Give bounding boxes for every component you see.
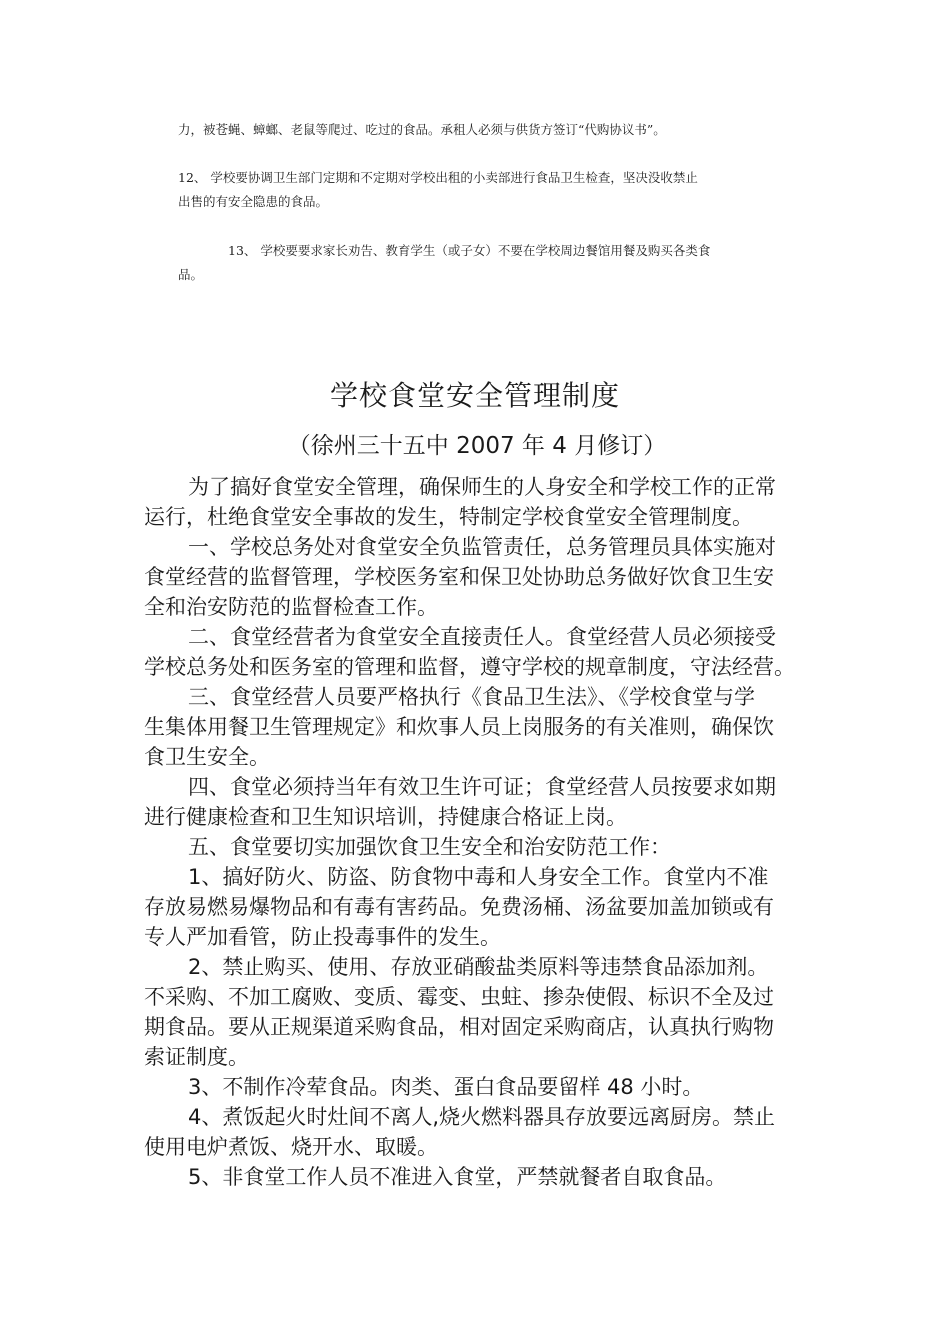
body-line: 食卫生安全。 [144, 745, 270, 769]
body-line: 1、搞好防火、防盗、防食物中毒和人身安全工作。食堂内不准 [188, 865, 769, 889]
item-13-line-1: 13、 学校要要求家长劝告、教育学生（或子女）不要在学校周边餐馆用餐及购买各类食 [228, 243, 711, 258]
body-line: 专人严加看管，防止投毒事件的发生。 [144, 925, 501, 949]
body-line: 3、不制作冷荤食品。肉类、蛋白食品要留样 48 小时。 [188, 1075, 704, 1099]
body-line: 为了搞好食堂安全管理，确保师生的人身安全和学校工作的正常 [188, 475, 776, 499]
body-line: 食堂经营的监督管理，学校医务室和保卫处协助总务做好饮食卫生安 [144, 565, 774, 589]
body-line: 三、食堂经营人员要严格执行《食品卫生法》、《学校食堂与学 [188, 685, 755, 709]
body-line: 进行健康检查和卫生知识培训，持健康合格证上岗。 [144, 805, 627, 829]
body-line: 一、学校总务处对食堂安全负监管责任，总务管理员具体实施对 [188, 535, 776, 559]
item-12-line-1: 12、 学校要协调卫生部门定期和不定期对学校出租的小卖部进行食品卫生检查，坚决没收禁止 [178, 170, 698, 185]
body-line: 索证制度。 [144, 1045, 249, 1069]
body-line: 学校总务处和医务室的管理和监督，遵守学校的规章制度，守法经营。 [144, 655, 795, 679]
body-line: 四、食堂必须持当年有效卫生许可证；食堂经营人员按要求如期 [188, 775, 776, 799]
document-body [144, 472, 808, 1192]
body-line: 五、食堂要切实加强饮食卫生安全和治安防范工作： [188, 835, 671, 859]
body-line: 期食品。要从正规渠道采购食品，相对固定采购商店，认真执行购物 [144, 1015, 774, 1039]
body-line: 使用电炉煮饭、烧开水、取暖。 [144, 1135, 438, 1159]
body-line: 4、煮饭起火时灶间不离人,烧火燃料器具存放要远离厨房。禁止 [188, 1105, 776, 1129]
item-11-continuation: 力，被苍蝇、蟑螂、老鼠等爬过、吃过的食品。承租人必须与供货方签订“代购协议书”。 [178, 122, 666, 137]
body-line: 存放易燃易爆物品和有毒有害药品。免费汤桶、汤盆要加盖加锁或有 [144, 895, 774, 919]
body-line: 不采购、不加工腐败、变质、霉变、虫蛀、掺杂使假、标识不全及过 [144, 985, 774, 1009]
body-line: 运行，杜绝食堂安全事故的发生，特制定学校食堂安全管理制度。 [144, 505, 753, 529]
item-13-line-2: 品。 [178, 267, 204, 282]
body-line: 二、食堂经营者为食堂安全直接责任人。食堂经营人员必须接受 [188, 625, 776, 649]
body-line: 全和治安防范的监督检查工作。 [144, 595, 438, 619]
body-line: 生集体用餐卫生管理规定》和炊事人员上岗服务的有关准则，确保饮 [144, 715, 774, 739]
document-subtitle: （徐州三十五中 2007 年 4 月修订） [287, 433, 667, 459]
item-12-line-2: 出售的有安全隐患的食品。 [178, 194, 329, 209]
body-line: 2、禁止购买、使用、存放亚硝酸盐类原料等违禁食品添加剂。 [188, 955, 769, 979]
document-title: 学校食堂安全管理制度 [329, 379, 620, 412]
body-line: 5、非食堂工作人员不准进入食堂，严禁就餐者自取食品。 [188, 1165, 727, 1189]
